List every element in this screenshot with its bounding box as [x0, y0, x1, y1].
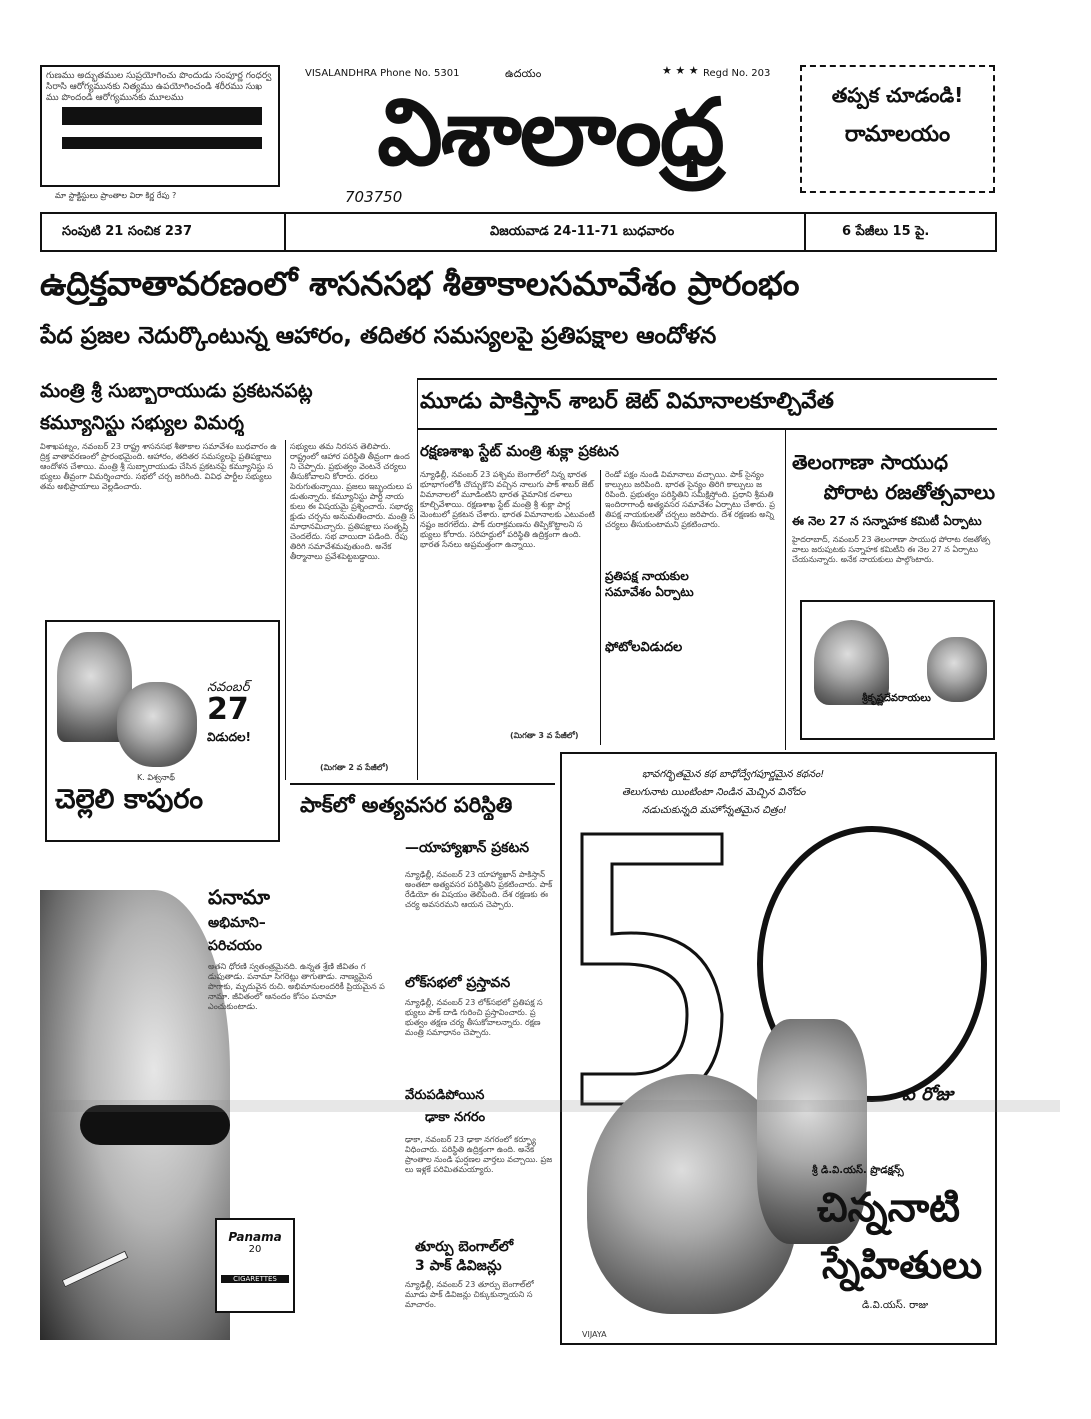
panama-line-1: అభిమాని–	[208, 915, 266, 931]
top-left-ad	[40, 65, 280, 187]
loksabha-headline	[405, 975, 555, 994]
center-col-divider	[600, 470, 601, 745]
photo-release-headline: ఫోటోలవిడుదల	[605, 640, 683, 655]
ad-black-band	[62, 107, 262, 125]
pak-headline: పాక్‌లో అత్యవసర పరిస్థితి	[300, 793, 513, 817]
left-story-body: విశాఖపట్నం, నవంబర్ 23 రాష్ట్ర శాసనసభ శీతాకాల సమావేశం బుధవారం ఉద్రిక్త వాతావరణంలో ప్రారంభమైంది. ఆహారం, తదితర సమస్యలపై ప్రతిపక్షాలు ఆందోళన చేశాయి. మంత్రి శ్రీ సుబ్బారాయుడు చేసిన ప్రకటనపై కమ్యూనిస్టు సభ్యులు తీవ్రంగా విమర్శించారు. సభలో చర్చ జరిగింది. వివిధ పార్టీల సభ్యులు తమ అభిప్రాయాలు వెల్లడించారు.	[40, 442, 277, 491]
ad-black-band-2	[62, 137, 262, 149]
center-story-col-a: న్యూఢిల్లీ, నవంబర్ 23 పశ్చిమ బెంగాల్‌లో నిన్న భారత భూభాగంలోకి చొచ్చుకొని వచ్చిన నాలుగు పాక్ శాబర్ జెట్ విమానాలలో మూడింటిని భారత వైమానిక దళాలు కూల్చివేశాయి. రక్షణశాఖ స్టేట్ మంత్రి శ్రీ శుక్లా పార్లమెంటులో ప్రకటన చేశారు. భారత విమానాలకు ఎటువంటి నష్టం జరగలేదు. పాక్ దురాక్రమణను తిప్పికొట్టాలని సభ్యులు కోరారు. సరిహద్దులో పరిస్థితి ఉద్రిక్తంగా ఉంది. భారత సేనలు అప్రమత్తంగా ఉన్నాయి.	[420, 470, 595, 549]
panama-ad-copy: అతని ధోరణి స్వతంత్రమైనది. ఉన్నత శ్రేణి జీవితం గడుపుతాడు. పనామా సిగరెట్లు తాగుతాడు. నాణ్యమైన పొగాకు, మృదువైన రుచి. అభిమానులందరికీ ప్రియమైన పనామా. జీవితంలో ఆనందం కోసం పనామా ఎంచుకుంటాడు.	[208, 962, 385, 1011]
telangana-story: హైదరాబాద్, నవంబర్ 23 తెలంగాణా సాయుధ పోరాట రజతోత్సవాలు జరుపుటకు సన్నాహక కమిటీని ఈ నెల 27 న ఏర్పాటు చేయనున్నారు. అనేక నాయకులు పాల్గొంటారు.	[792, 535, 991, 564]
release-day: 27	[207, 692, 249, 727]
pak-top-rule	[290, 783, 555, 785]
tagline-3: నడుచుకున్నది మహోన్నతమైన చిత్రం!	[642, 805, 787, 816]
regd-no: Regd No. 203	[703, 68, 771, 79]
bengal-line-1: తూర్పు బెంగాల్‌లో	[415, 1239, 514, 1255]
left-headline-1: మంత్రి శ్రీ సుబ్బారాయుడు ప్రకటనపట్ల	[40, 380, 313, 402]
volume-issue: సంపుటి 21 సంచిక 237	[62, 224, 192, 239]
left-col-divider	[285, 440, 286, 780]
left-headline-2: కమ్యూనిస్టు సభ్యుల విమర్శ	[40, 412, 244, 434]
bengal-story: న్యూఢిల్లీ, నవంబర్ 23 తూర్పు బెంగాల్‌లో మూడు పాక్ డివిజన్లు చిక్కుకున్నాయని సమాచారం.	[405, 1280, 534, 1309]
newspaper-title: విశాలాంధ్ర	[377, 78, 723, 186]
info-divider-2	[804, 214, 806, 250]
dateline: విజయవాడ 24-11-71 బుధవారం	[490, 224, 675, 239]
stars: ★ ★ ★	[662, 64, 699, 77]
release-word: విడుదల!	[207, 730, 252, 744]
col-divider-1	[417, 380, 418, 780]
bengal-headline	[415, 1238, 560, 1276]
loksabha-line-2: ప్రస్తావన	[466, 975, 511, 991]
days-label: వ రోజు	[902, 1084, 953, 1105]
director-credit: డి.వి.యస్. రాజు	[862, 1300, 929, 1311]
center-story-col-b: రెండో పక్షం నుండి విమానాలు వచ్చాయి. పాక్ సైన్యం కాల్పులు జరిపింది. భారత సైన్యం తిరిగి కాల్పులు జరిపింది. ప్రభుత్వం పరిస్థితిని సమీక్షిస్తోంది. ప్రధాని శ్రీమతి ఇందిరాగాంధీ అత్యవసర సమావేశం ఏర్పాటు చేశారు. ప్రతిపక్ష నాయకులతో చర్చలు జరిపారు. దేశ రక్షణకు అన్ని చర్యలు తీసుకుంటామని ప్రకటించారు.	[605, 470, 775, 529]
panama-ad	[40, 880, 402, 1345]
handwritten-number: 703750	[345, 188, 403, 206]
telangana-headline-1: తెలంగాణా సాయుధ	[792, 450, 948, 474]
left-story-body-2: సభ్యులు తమ నిరసన తెలిపారు. రాష్ట్రంలో ఆహార పరిస్థితి తీవ్రంగా ఉందని చెప్పారు. ప్రభుత్వం వెంటనే చర్యలు తీసుకోవాలని కోరారు. ధరలు పెరుగుతున్నాయి. ప్రజలు ఇబ్బందులు పడుతున్నారు. కమ్యూనిస్టు పార్టీ నాయకులు ఈ విషయమై ప్రశ్నించారు. సభాధ్యక్షుడు చర్చను అనుమతించారు. మంత్రి సమాధానమిచ్చారు. ప్రతిపక్షాలు సంతృప్తి చెందలేదు. సభ వాయిదా పడింది. రేపు తిరిగి సమావేశమవుతుంది. అనేక తీర్మానాలు ప్రవేశపెట్టబడ్డాయి.	[290, 442, 415, 561]
sri-krishna-title: శ్రీకృష్ణదేవరాయలు	[862, 693, 931, 704]
telangana-subhead: ఈ నెల 27 న సన్నాహక కమిటీ ఏర్పాటు	[792, 514, 982, 528]
ad-text-block: గుణము అద్భుతముల సుప్రయోగించు పొందుడు సంపూర్ణ గంధర్వ సిరాసి ఆరోగ్యమునకు నిత్యము ఉపయోగించండి శరీరము సుఖము పొందండి ఆరోగ్యమునకు మూలము	[46, 71, 272, 103]
panama-line-2: పరిచయం	[208, 938, 262, 954]
vijaya-credit: VIJAYA	[582, 1330, 607, 1339]
cigarette-pack	[215, 1218, 295, 1313]
right-ad-title: తప్పక చూడండి!	[831, 83, 964, 107]
chinnanati-title-1: చిన్ననాటి	[817, 1184, 961, 1231]
producer-credit: K. విశ్వనాథ్	[137, 773, 175, 782]
watermark-band	[40, 1100, 1060, 1112]
loksabha-line-1: లోక్‌సభలో	[405, 975, 462, 991]
continued-left: (మిగతా 2 వ పేజీలో)	[320, 763, 389, 772]
continued-center: (మిగతా 3 వ పేజీలో)	[510, 731, 579, 740]
right-col-divider	[785, 430, 786, 750]
pak-story: న్యూఢిల్లీ, నవంబర్ 23 యాహ్యాఖాన్ పాకిస్తాన్ అంతటా అత్యవసర పరిస్థితిని ప్రకటించారు. పాక్ రేడియో ఈ విషయం తెలిపింది. దేశ రక్షణకు ఈ చర్య అవసరమని ఆయన చెప్పారు.	[405, 870, 553, 909]
morning-tag: ఉదయం	[505, 67, 542, 80]
main-headline: ఉద్రిక్తవాతావరణంలో శాసనసభ శీతాకాలసమావేశం ప్రారంభం	[40, 264, 800, 303]
opposition-headline	[605, 568, 780, 600]
sri-krishnadevaraya-ad	[800, 600, 995, 740]
center-headline: మూడు పాకిస్తాన్ శాబర్ జెట్ విమానాలకూల్చివేత	[420, 389, 834, 414]
collapse-headline: వేరుపడిపోయిన	[405, 1088, 485, 1103]
sub-headline: పేద ప్రజల నెదుర్కొంటున్న ఆహారం, తదితర సమస్యలపై ప్రతిపక్షాల ఆందోళన	[40, 323, 717, 349]
opposition-line-2: సమావేశం ఏర్పాటు	[605, 585, 694, 599]
left-ad-footnote: మా స్టాక్టిస్టులు ప్రాంతాల విరా కిర్ణ రేపు ?	[55, 191, 177, 200]
pack-label: CIGARETTES	[221, 1275, 289, 1283]
right-ad-sub: రామాలయం	[844, 122, 951, 147]
loksabha-story: న్యూఢిల్లీ, నవంబర్ 23 లోక్‌సభలో ప్రతిపక్ష సభ్యులు పాక్ దాడి గురించి ప్రస్తావించారు. ప్రభుత్వం తక్షణ చర్య తీసుకోవాలన్నారు. రక్షణ మంత్రి సమాధానం చెప్పారు.	[405, 998, 543, 1037]
dhaka-story: ఢాకా, నవంబర్ 23 ఢాకా నగరంలో కర్ఫ్యూ విధించారు. పరిస్థితి ఉద్రిక్తంగా ఉంది. అనేక ప్రాంతాల నుండి ఘర్షణల వార్తలు వచ్చాయి. ప్రజలు ఇళ్లకే పరిమితమయ్యారు.	[405, 1135, 553, 1174]
big-number-label	[562, 754, 563, 755]
info-bar	[40, 212, 997, 252]
top-right-ad	[800, 65, 995, 193]
pak-subhead: —యాహ్యాఖాన్ ప్రకటన	[405, 840, 530, 856]
pack-count: 20	[248, 1244, 262, 1255]
actor-photo	[117, 682, 197, 767]
telangana-headline-2: పోరాట రజతోత్సవాలు	[823, 480, 995, 504]
phone-line: VISALANDHRA Phone No. 5301	[305, 68, 460, 79]
chinnanati-snehitulu-ad	[560, 752, 997, 1345]
panama-title: పనామా	[208, 885, 270, 909]
dhaka-headline: ఢాకా నగరం	[425, 1110, 486, 1125]
pack-brand: Panama	[228, 1230, 282, 1244]
tagline-1: భావగర్భితమైన కథ బాధోద్వేగపూర్ణమైన కథనం!	[642, 769, 825, 780]
price: 6 పేజీలు 15 పై.	[842, 224, 930, 239]
center-subhead: రక్షణశాఖ స్టేట్ మంత్రి శుక్లా ప్రకటన	[420, 442, 619, 460]
movie-title: చెల్లెలి కాపురం	[55, 784, 204, 815]
release-month: నవంబర్	[207, 680, 250, 695]
bengal-line-2: 3 పాక్ డివిజన్లు	[415, 1258, 502, 1274]
center-headline-rule	[417, 378, 997, 380]
chinnanati-title-2: స్నేహితులు	[822, 1242, 983, 1287]
tagline-2: తెలుగునాట యింటింటా నిండిన మెచ్చిన వినోదం	[622, 787, 806, 798]
producer-line: శ్రీ డి.వి.యస్. ప్రొడక్షన్స్	[812, 1165, 904, 1176]
chelleli-kapuram-ad	[45, 620, 280, 842]
info-divider-1	[284, 214, 286, 250]
center-headline-rule-2	[417, 428, 997, 430]
opposition-line-1: ప్రతిపక్ష నాయకుల	[605, 569, 689, 583]
